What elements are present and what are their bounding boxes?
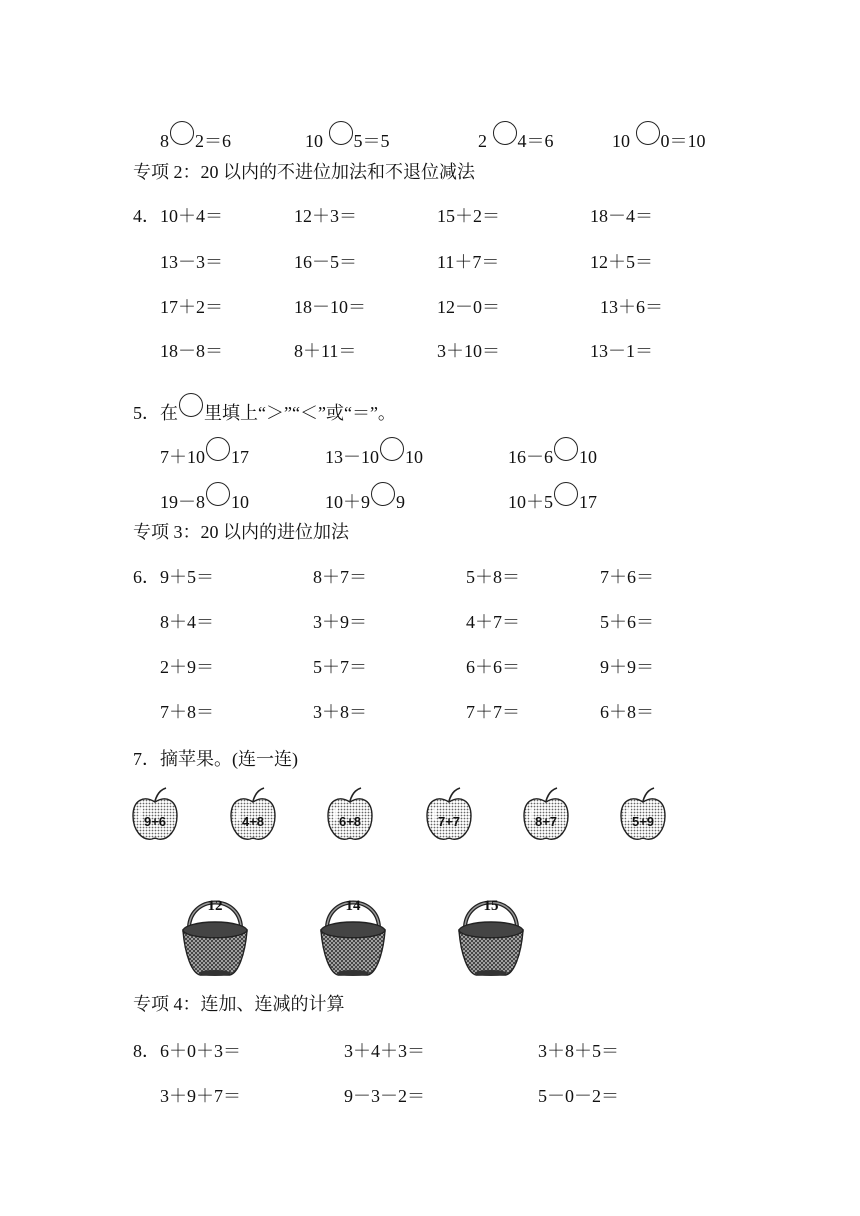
blank-circle[interactable] bbox=[554, 482, 578, 506]
q6-item: 9＋9＝ bbox=[600, 657, 654, 677]
basket-label: 12 bbox=[207, 898, 223, 914]
blank-circle[interactable] bbox=[636, 121, 660, 145]
q4-item: 10＋4＝ bbox=[160, 206, 223, 226]
blank-circle[interactable] bbox=[329, 121, 353, 145]
q5-item: 10＋5 17 bbox=[508, 482, 597, 511]
question-6-number: 6． bbox=[133, 567, 160, 587]
blank-circle[interactable] bbox=[380, 437, 404, 461]
q6-item: 3＋9＝ bbox=[313, 612, 367, 632]
q6-item: 4＋7＝ bbox=[466, 612, 520, 632]
q6-item: 6＋6＝ bbox=[466, 657, 520, 677]
apple-item[interactable] bbox=[521, 787, 571, 843]
question-8-number: 8． bbox=[133, 1041, 160, 1061]
q8-item: 5－0－2＝ bbox=[538, 1086, 619, 1106]
q6-item: 8＋7＝ bbox=[313, 567, 367, 587]
q6-item: 9＋5＝ bbox=[160, 567, 214, 587]
q6-item: 6＋8＝ bbox=[600, 702, 654, 722]
apple-label: 9+6 bbox=[143, 814, 167, 829]
basket-item[interactable] bbox=[456, 885, 526, 981]
q4-item: 13－3＝ bbox=[160, 252, 223, 272]
q4-item: 13＋6＝ bbox=[600, 297, 663, 317]
question-7: 7．摘苹果。(连一连) bbox=[133, 749, 298, 769]
top-expression-3: 2 4＝6 bbox=[478, 121, 554, 150]
apple-label: 4+8 bbox=[241, 814, 265, 829]
q8-item: 3＋8＋5＝ bbox=[538, 1041, 619, 1061]
q4-item: 18－4＝ bbox=[590, 206, 653, 226]
q4-item: 17＋2＝ bbox=[160, 297, 223, 317]
question-4-number: 4． bbox=[133, 206, 160, 226]
q6-item: 5＋7＝ bbox=[313, 657, 367, 677]
q6-item: 2＋9＝ bbox=[160, 657, 214, 677]
q8-item: 6＋0＋3＝ bbox=[160, 1041, 241, 1061]
blank-circle[interactable] bbox=[206, 437, 230, 461]
q4-item: 11＋7＝ bbox=[437, 252, 500, 272]
q4-item: 15＋2＝ bbox=[437, 206, 500, 226]
q4-item: 16－5＝ bbox=[294, 252, 357, 272]
q6-item: 5＋6＝ bbox=[600, 612, 654, 632]
top-expression-4: 10 0＝10 bbox=[612, 121, 706, 150]
q6-item: 3＋8＝ bbox=[313, 702, 367, 722]
apple-item[interactable] bbox=[424, 787, 474, 843]
question-5: 5．在 里填上“＞”“＜”或“＝”。 bbox=[133, 393, 396, 422]
section-2-title: 专项 2：20 以内的不进位加法和不退位减法 bbox=[133, 162, 475, 182]
q4-item: 12－0＝ bbox=[437, 297, 500, 317]
apple-label: 5+9 bbox=[631, 814, 655, 829]
q4-item: 12＋3＝ bbox=[294, 206, 357, 226]
apple-item[interactable] bbox=[325, 787, 375, 843]
basket-label: 15 bbox=[483, 898, 499, 914]
q4-item: 3＋10＝ bbox=[437, 341, 500, 361]
q4-item: 18－8＝ bbox=[160, 341, 223, 361]
q5-item: 7＋10 17 bbox=[160, 437, 249, 466]
q5-item: 10＋9 9 bbox=[325, 482, 405, 511]
apple-label: 6+8 bbox=[338, 814, 362, 829]
q6-item: 8＋4＝ bbox=[160, 612, 214, 632]
q8-item: 3＋4＋3＝ bbox=[344, 1041, 425, 1061]
q6-item: 5＋8＝ bbox=[466, 567, 520, 587]
apple-label: 8+7 bbox=[534, 814, 558, 829]
basket-item[interactable] bbox=[180, 885, 250, 981]
blank-circle[interactable] bbox=[493, 121, 517, 145]
apple-item[interactable] bbox=[618, 787, 668, 843]
q8-item: 9－3－2＝ bbox=[344, 1086, 425, 1106]
apple-label: 7+7 bbox=[437, 814, 461, 829]
section-3-title: 专项 3：20 以内的进位加法 bbox=[133, 522, 349, 542]
q4-item: 12＋5＝ bbox=[590, 252, 653, 272]
apple-item[interactable] bbox=[228, 787, 278, 843]
basket-label: 14 bbox=[345, 898, 361, 914]
basket-item[interactable] bbox=[318, 885, 388, 981]
q6-item: 7＋6＝ bbox=[600, 567, 654, 587]
q5-item: 19－8 10 bbox=[160, 482, 249, 511]
apple-item[interactable] bbox=[130, 787, 180, 843]
q4-item: 13－1＝ bbox=[590, 341, 653, 361]
blank-circle[interactable] bbox=[371, 482, 395, 506]
q5-item: 16－6 10 bbox=[508, 437, 597, 466]
top-expression-1: 8 2＝6 bbox=[160, 121, 231, 150]
q4-item: 8＋11＝ bbox=[294, 341, 357, 361]
section-4-title: 专项 4：连加、连减的计算 bbox=[133, 994, 345, 1014]
q5-item: 13－10 10 bbox=[325, 437, 423, 466]
q4-item: 18－10＝ bbox=[294, 297, 366, 317]
q8-item: 3＋9＋7＝ bbox=[160, 1086, 241, 1106]
blank-circle[interactable] bbox=[554, 437, 578, 461]
q6-item: 7＋8＝ bbox=[160, 702, 214, 722]
blank-circle bbox=[179, 393, 203, 417]
q6-item: 7＋7＝ bbox=[466, 702, 520, 722]
blank-circle[interactable] bbox=[170, 121, 194, 145]
blank-circle[interactable] bbox=[206, 482, 230, 506]
top-expression-2: 10 5＝5 bbox=[305, 121, 390, 150]
